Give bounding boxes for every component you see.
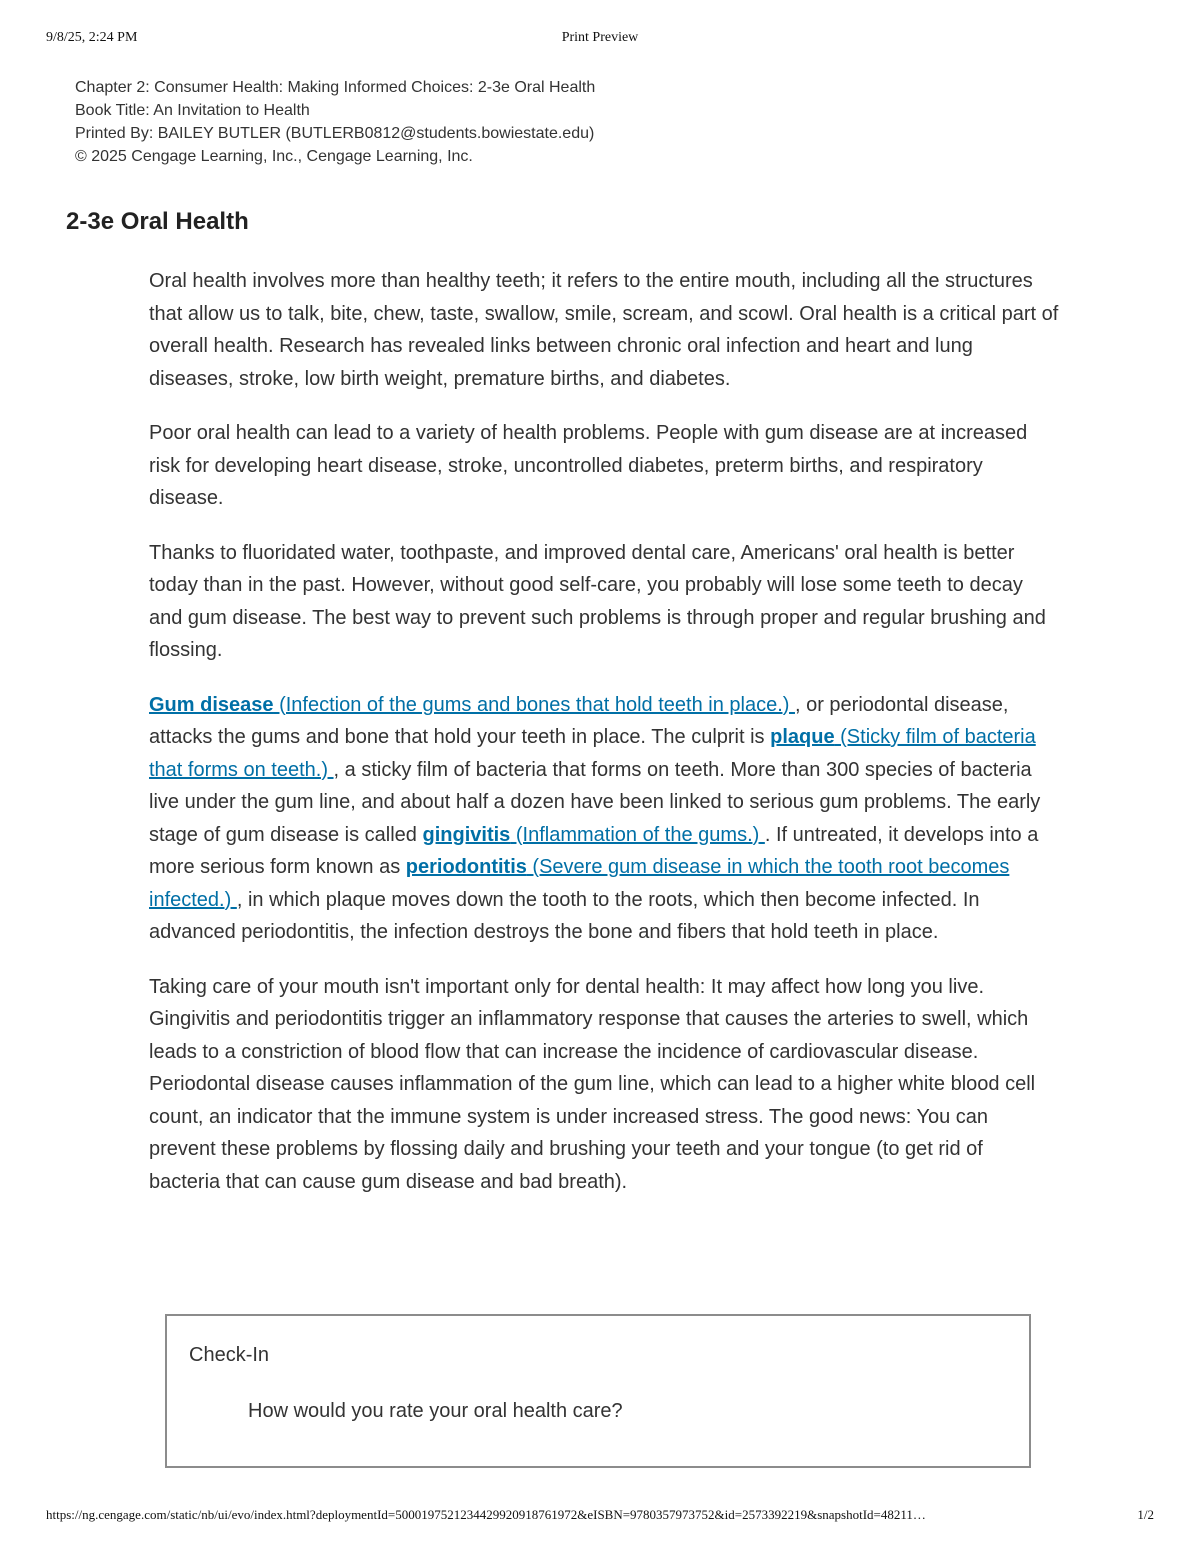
term-gingivitis-link[interactable]: gingivitis — [422, 823, 511, 846]
paragraph-gum-disease — [149, 689, 1059, 949]
definition-plaque-link[interactable]: (Sticky film of bacteria that forms on teeth.) — [149, 726, 1036, 781]
page-number: 1/2 — [1137, 1507, 1154, 1522]
print-footer — [46, 1507, 1154, 1527]
copyright-line: © 2025 Cengage Learning, Inc., Cengage Learning, Inc. — [75, 148, 473, 165]
definition-periodontitis-link[interactable]: (Severe gum disease in which the tooth root becomes infected.) — [149, 856, 1010, 911]
paragraph-intro: Oral health involves more than healthy teeth; it refers to the entire mouth, including all the structures that allow us to talk, bite, chew, taste, swallow, smile, scream, and scowl. Oral health is a critical part of overall health. Research has revealed links between chronic oral infection and heart and lung diseases, stroke, low birth weight, premature births, and diabetes. — [149, 270, 1059, 390]
paragraph-problems: Poor oral health can lead to a variety of health problems. People with gum disease are at increased risk for developing heart disease, stroke, uncontrolled diabetes, preterm births, and respiratory disease. — [149, 422, 1028, 509]
print-header — [46, 30, 1154, 50]
printed-by-line: Printed By: BAILEY BUTLER (BUTLERB0812@students.bowiestate.edu) — [75, 125, 595, 142]
section-heading: 2-3e Oral Health — [66, 208, 249, 235]
page-url: https://ng.cengage.com/static/nb/ui/evo/index.html?deploymentId=5000197521234429920918761972&eISBN=9780357973752&id=2573392219&snapshotId=48211… — [46, 1507, 926, 1522]
chapter-line: Chapter 2: Consumer Health: Making Informed Choices: 2-3e Oral Health — [75, 79, 596, 96]
definition-gingivitis-link[interactable]: (Inflammation of the gums.) — [510, 823, 765, 846]
term-plaque-link[interactable]: plaque — [770, 726, 835, 748]
paragraph-text: , a sticky film of bacteria that forms on teeth. More than 300 species of bacteria live under the gum line, and about half a dozen have been linked to serious gum problems. The early stage of gum disease is called — [149, 758, 1041, 846]
document-meta — [75, 76, 595, 168]
check-in-label: Check-In — [189, 1344, 270, 1366]
check-in-box — [165, 1314, 1031, 1468]
check-in-question: How would you rate your oral health care? — [248, 1400, 623, 1422]
definition-gum-disease-link[interactable]: (Infection of the gums and bones that hold teeth in place.) — [273, 693, 795, 716]
paragraph-text: . If untreated, it develops into a more serious form known as — [149, 823, 1039, 878]
section-content — [149, 265, 1059, 1220]
book-title-line: Book Title: An Invitation to Health — [75, 102, 310, 119]
paragraph-mouth-care: Taking care of your mouth isn't important only for dental health: It may affect how long you live. Gingivitis and periodontitis trigger an inflammatory response that causes the arteries to swell, which leads to a constriction of blood flow that can increase the incidence of cardiovascular disease. Periodontal disease causes inflammation of the gum line, which can lead to a higher white blood cell count, an indicator that the immune system is under increased stress. The good news: You can prevent these problems by flossing daily and brushing your teeth and your tongue (to get rid of bacteria that can cause gum disease and bad breath). — [149, 975, 1036, 1193]
print-preview-title: Print Preview — [561, 30, 639, 45]
paragraph-text: , or periodontal disease, attacks the gums and bone that hold your teeth in place. The culprit is — [149, 693, 1009, 748]
paragraph-fluoride: Thanks to fluoridated water, toothpaste, and improved dental care, Americans' oral health is better today than in the past. However, without good self-care, you probably will lose some teeth to decay and gum disease. The best way to prevent such problems is through proper and regular brushing and flossing. — [149, 541, 1046, 661]
print-date: 9/8/25, 2:24 PM — [46, 30, 138, 45]
term-gum-disease-link[interactable]: Gum disease — [149, 693, 274, 716]
term-periodontitis-link[interactable]: periodontitis — [405, 856, 527, 878]
paragraph-text: , in which plaque moves down the tooth to the roots, which then become infected. In advanced periodontitis, the infection destroys the bone and fibers that hold teeth in place. — [149, 888, 980, 943]
